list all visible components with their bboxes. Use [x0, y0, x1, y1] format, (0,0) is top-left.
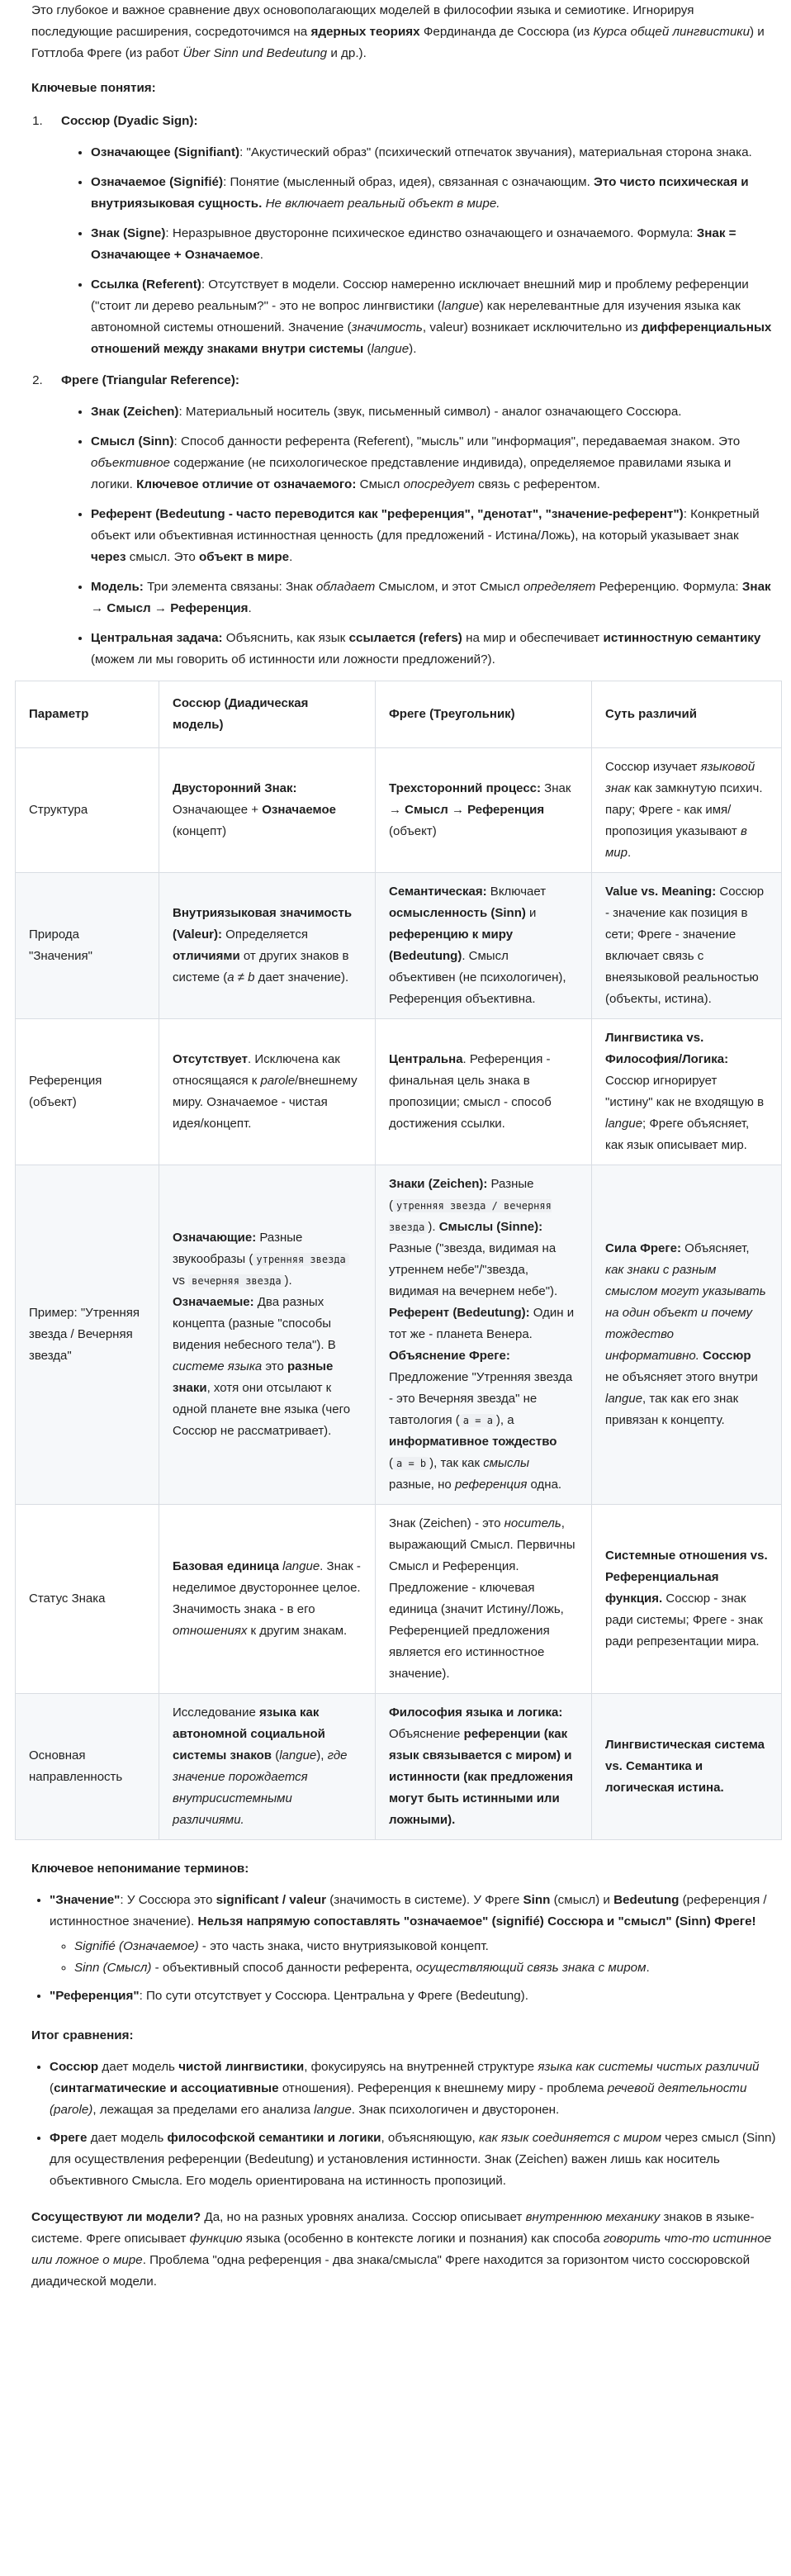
row-label: Структура: [29, 803, 88, 817]
text-bold: отличиями: [173, 949, 240, 963]
text-italic: parole: [260, 1074, 296, 1088]
text-italic: системе языка: [173, 1359, 263, 1373]
text: . Исключена как относящаяся к: [173, 1052, 340, 1088]
inline-code: a = a: [460, 1414, 496, 1427]
misunderstanding-heading: Ключевое непонимание терминов:: [31, 1862, 249, 1876]
text: ).: [409, 342, 417, 356]
text: это: [262, 1359, 287, 1373]
text-italic: объективное: [91, 456, 170, 470]
text-bold: Означающие:: [173, 1231, 257, 1245]
sub-list: [50, 1936, 776, 1979]
table-row: [16, 748, 782, 873]
frege-title: Фреге (Triangular Reference):: [61, 373, 239, 387]
summary-heading: Итог сравнения:: [31, 2028, 134, 2042]
list-item: [50, 2057, 776, 2121]
text: : "Акустический образ" (психический отпечаток звучания), материальная сторона знака.: [239, 145, 752, 159]
text-bold: Сосуществуют ли модели?: [31, 2210, 201, 2224]
list-item: [91, 142, 776, 164]
text: . Знак - неделимое двустороннее целое. Значимость знака - в его: [173, 1559, 361, 1616]
table-cell: [16, 748, 159, 873]
text: (значимость в системе). У Фреге: [326, 1893, 523, 1907]
text: не объясняет этого внутри: [605, 1370, 758, 1384]
text: дает значение).: [254, 970, 349, 984]
text: , выражающий Смысл. Первичны Смысл и Референция. Предложение - ключевая единица (значит Истину/Ложь, Референцией предложения является его истинностное значение).: [389, 1516, 575, 1681]
text: ) и Готтлоба Фреге (из работ: [31, 25, 765, 60]
table-cell: [376, 873, 592, 1019]
text-bold: "Значение": [50, 1893, 121, 1907]
text-bold: языка как автономной социальной системы знаков: [173, 1705, 325, 1762]
text-italic: опосредует: [403, 477, 475, 491]
text: от других знаков в системе (: [173, 949, 349, 984]
frege-section: [46, 370, 776, 671]
list-item: [91, 576, 776, 619]
text-italic: значимость: [351, 320, 423, 334]
text: : Неразрывное двусторонне психическое единство означающего и означаемого. Формула:: [165, 226, 697, 240]
row-label: Референция (объект): [29, 1074, 102, 1109]
text: Смыслом, и этот Смысл: [375, 580, 523, 594]
text-italic: langue: [605, 1392, 643, 1406]
table-cell: [592, 1165, 782, 1505]
text-bold: Семантическая:: [389, 885, 487, 899]
text-italic: носитель: [504, 1516, 561, 1530]
text: : Способ данности референта (Referent), "мысль" или "информация", передаваемая знаком. Это: [173, 434, 741, 448]
text: : По сути отсутствует у Соссюра. Центральна у Фреге (Bedeutung).: [139, 1989, 528, 2003]
text: Соссюр - значение как позиция в сети; Фреге - значение включает связь с внеязыковой реальностью (объекты, истина).: [605, 885, 765, 1006]
table-row: [16, 1019, 782, 1165]
text-italic: определяет: [523, 580, 596, 594]
text: - это часть знака, чисто внутриязыковой концепт.: [198, 1939, 489, 1953]
text-bold: Двусторонний Знак:: [173, 781, 297, 795]
text-italic: функцию: [189, 2232, 243, 2246]
text: .: [259, 248, 263, 262]
text-bold: Смыслы (Sinne):: [438, 1220, 543, 1234]
text-italic: как язык соединяется с миром: [478, 2131, 662, 2145]
text-italic: Signifié (Означаемое): [74, 1939, 199, 1953]
summary-list: [31, 2057, 776, 2192]
text: Два разных концепта (разные "способы видения небесного тела"). В: [173, 1295, 336, 1352]
column-header: Фреге (Треугольник): [376, 681, 592, 748]
text-bold: Означаемое: [262, 803, 336, 817]
text: знаков в языке-системе. Фреге описывает: [31, 2210, 755, 2246]
text-italic: смыслы: [483, 1456, 530, 1470]
text-bold: Внутриязыковая значимость (Valeur):: [173, 906, 353, 942]
text: (референция / истинностное значение).: [50, 1893, 767, 1928]
term: Референт (Bedeutung - часто переводится как "референция", "денотат", "значение-референт"): [91, 507, 684, 521]
list-item: [50, 1985, 776, 2007]
text: , хотя они отсылают к одной планете вне языка (чего Соссюр не рассматривает).: [173, 1381, 351, 1438]
text-italic: где значение порождается внутрисистемными различиями.: [173, 1748, 348, 1827]
text-bold: Сила Фреге:: [605, 1241, 681, 1255]
key-concepts-heading: Ключевые понятия:: [31, 81, 156, 95]
table-cell: [159, 748, 376, 873]
table-cell: [159, 1505, 376, 1694]
text: одна.: [527, 1478, 562, 1492]
text: ),: [316, 1748, 328, 1762]
text: , так как его знак привязан к концепту.: [605, 1392, 739, 1427]
final-paragraph: [31, 2207, 776, 2293]
text-italic: langue: [282, 1559, 320, 1573]
text: Исследование: [173, 1705, 259, 1720]
column-header: Параметр: [16, 681, 159, 748]
text: Соссюр изучает: [605, 760, 701, 774]
text-italic: langue: [371, 342, 410, 356]
inline-code: утренняя звезда / вечерняя звезда: [389, 1200, 552, 1233]
text-bold: Знак = Означающее + Означаемое: [91, 226, 737, 262]
text: (: [363, 342, 372, 356]
row-label: Пример: "Утренняя звезда / Вечерняя звезда": [29, 1306, 140, 1363]
text: Разные (: [389, 1177, 534, 1212]
table-cell: [159, 1165, 376, 1505]
text-italic: отношениях: [173, 1624, 248, 1638]
text-bold: Знак → Смысл → Референция: [91, 580, 771, 615]
text: Соссюр игнорирует "истину" как не входящую в: [605, 1074, 765, 1109]
text-bold: Value vs. Meaning:: [605, 885, 717, 899]
text-italic: langue: [441, 299, 480, 313]
text-bold: significant / valeur: [216, 1893, 327, 1907]
text: - объективный способ данности референта,: [151, 1961, 416, 1975]
list-item: [91, 431, 776, 496]
inline-code: вечерняя звезда: [188, 1274, 284, 1288]
table-row: [16, 873, 782, 1019]
term: Ссылка (Referent): [91, 278, 201, 292]
text-italic: языковой знак: [605, 760, 755, 795]
text: ; Фреге объясняет, как язык описывает мир.: [605, 1117, 750, 1152]
text: дает модель: [98, 2060, 179, 2074]
table-cell: [159, 1019, 376, 1165]
text: : Материальный носитель (звук, письменный символ) - аналог означающего Соссюра.: [178, 405, 682, 419]
table-row: [16, 1694, 782, 1840]
text-bold: Нельзя напрямую сопоставлять "означаемое" (signifié) Соссюра и "смысл" (Sinn) Фреге!: [197, 1914, 756, 1928]
text-bold: Системные отношения vs. Референциальная функция.: [605, 1549, 768, 1606]
text: как замкнутую психич. пару; Фреге - как имя/пропозиция указывают: [605, 781, 763, 838]
text: /внешнему миру. Означаемое - чистая идея/концепт.: [173, 1074, 358, 1131]
text: Три элемента связаны: Знак: [143, 580, 316, 594]
text: Фердинанда де Соссюра (из: [419, 25, 594, 39]
list-item: [91, 172, 776, 215]
text: , лежащая за пределами его анализа: [92, 2103, 315, 2117]
text: связь с референтом.: [474, 477, 600, 491]
text: дает модель: [87, 2131, 168, 2145]
text-bold: объект в мире: [198, 550, 290, 564]
saussure-title: Соссюр (Dyadic Sign):: [61, 114, 198, 128]
text: . Проблема "одна референция - два знака/смысла" Фреге находится за горизонтом чисто соссюровской диадической модели.: [31, 2253, 751, 2289]
table-cell: [592, 1505, 782, 1694]
row-label: Основная направленность: [29, 1748, 123, 1784]
text: (смысл) и: [550, 1893, 614, 1907]
text: ) как нерелевантные для изучения языка как автономной системы отношений. Значение (: [91, 299, 741, 334]
text: Определяется: [222, 927, 308, 942]
list-item: [91, 401, 776, 423]
text-bold: Это чисто психическая и внутриязыковая сущность.: [91, 175, 749, 211]
text-bold: Центральна: [389, 1052, 463, 1066]
concepts-list: [31, 111, 776, 671]
text: ).: [284, 1274, 292, 1288]
term: Знак (Zeichen): [91, 405, 179, 419]
table-cell: [16, 1165, 159, 1505]
row-label: Природа "Значения": [29, 927, 92, 963]
text: ).: [428, 1220, 439, 1234]
table-cell: [376, 1165, 592, 1505]
text: Знак (Zeichen) - это: [389, 1516, 504, 1530]
table-row: [16, 1505, 782, 1694]
text-italic: a ≠ b: [227, 970, 255, 984]
table-cell: [376, 1505, 592, 1694]
text-bold: Объяснение Фреге:: [389, 1349, 510, 1363]
text: Включает: [486, 885, 547, 899]
text-italic: языка как системы чистых различий: [538, 2060, 760, 2074]
text: к другим знакам.: [247, 1624, 348, 1638]
text-italic: langue: [314, 2103, 352, 2117]
table-cell: [16, 1019, 159, 1165]
text-italic: langue: [279, 1748, 317, 1762]
list-item: [91, 274, 776, 360]
text: Объяснить, как язык: [222, 631, 349, 645]
text: : Конкретный объект или объективная истинностная ценность (для предложений - Истина/Ложь), на который указывает знак: [91, 507, 760, 543]
text-bold: Референция: [467, 803, 545, 817]
text-bold: Философия языка и логика:: [389, 1705, 563, 1720]
saussure-terms: [61, 142, 776, 360]
text: Разные звукообразы (: [173, 1231, 303, 1266]
text: ), а: [495, 1413, 514, 1427]
table-header-row: [16, 681, 782, 748]
text: Разные ("звезда, видимая на утреннем небе"/"звезда, видимая на вечернем небе").: [389, 1241, 558, 1298]
text: , valeur) возникает исключительно из: [422, 320, 642, 334]
table-cell: [376, 1694, 592, 1840]
text-italic: в мир: [605, 824, 747, 860]
text: . Смысл объективен (не психологичен), Референция объективна.: [389, 949, 566, 1006]
text-bold: Знаки (Zeichen):: [389, 1177, 488, 1191]
text-italic: обладает: [315, 580, 376, 594]
list-item: [74, 1936, 776, 1957]
text: . Знак психологичен и двусторонен.: [351, 2103, 560, 2117]
list-item: [50, 1890, 776, 1979]
list-item: [50, 2128, 776, 2192]
text-italic: говорить что-то истинное или ложное о мире: [31, 2232, 772, 2267]
text: Референцию. Формула:: [595, 580, 742, 594]
text-bold: осмысленность (Sinn): [389, 906, 526, 920]
column-header: Суть различий: [592, 681, 782, 748]
table-cell: [376, 1019, 592, 1165]
text-bold: Трехсторонний процесс:: [389, 781, 542, 795]
text-bold: философской семантики и логики: [167, 2131, 381, 2145]
text: : Понятие (мысленный образ, идея), связанная с означающим.: [223, 175, 594, 189]
term: Означаемое (Signifié): [91, 175, 224, 189]
table-cell: [592, 748, 782, 873]
text-italic: Не включает реальный объект в мире.: [265, 197, 500, 211]
list-item: [91, 628, 776, 671]
text-bold: синтагматические и ассоциативные: [54, 2081, 279, 2095]
text-bold: референции (как язык связывается с миром) и истинности (как предложения могут быть истинными или ложными).: [389, 1727, 574, 1827]
table-cell: [159, 873, 376, 1019]
text: Предложение "Утренняя звезда - это Вечерняя звезда" не тавтология (: [389, 1370, 573, 1427]
text: отношения). Референция к внешнему миру - проблема: [278, 2081, 608, 2095]
text-bold: Соссюр: [50, 2060, 99, 2074]
text-italic: как знаки с разным смыслом могут указывать на один объект и почему тождество информативно.: [605, 1263, 766, 1363]
text: .: [646, 1961, 650, 1975]
text-italic: Über Sinn und Bedeutung: [182, 46, 328, 60]
table-cell: [592, 1019, 782, 1165]
text: .: [627, 846, 632, 860]
table-cell: [592, 873, 782, 1019]
text-bold: истинностную семантику: [603, 631, 761, 645]
text-italic: langue: [605, 1117, 643, 1131]
text-bold: Ключевое отличие от означаемого:: [136, 477, 357, 491]
text: .: [248, 601, 252, 615]
text: (: [272, 1748, 280, 1762]
text-bold: Отсутствует: [173, 1052, 249, 1066]
text: разные, но: [389, 1478, 455, 1492]
inline-code: a = b: [393, 1457, 429, 1470]
term: Знак (Signe): [91, 226, 166, 240]
text: и др.).: [327, 46, 367, 60]
text-bold: информативное тождество: [389, 1435, 557, 1449]
text: (можем ли мы говорить об истинности или ложности предложений?).: [91, 652, 495, 667]
text: : Отсутствует в модели. Соссюр намеренно исключает внешний мир и проблему референции ("стоит ли дерево реальным?" - это не вопрос лингвистики (: [91, 278, 749, 313]
term: Смысл (Sinn): [91, 434, 174, 448]
text: vs: [173, 1274, 189, 1288]
text-italic: речевой деятельности (parole): [50, 2081, 747, 2117]
text: (объект): [389, 824, 437, 838]
text: языка (особенно в контексте логики и познания) как способа: [242, 2232, 604, 2246]
text-bold: "Референция": [50, 1989, 140, 2003]
text-bold: Базовая единица: [173, 1559, 279, 1573]
table-cell: [376, 748, 592, 873]
table-cell: [16, 1694, 159, 1840]
table-row: [16, 1165, 782, 1505]
text-bold: Референт (Bedeutung):: [389, 1306, 530, 1320]
text-italic: осуществляющий связь знака с миром: [415, 1961, 647, 1975]
text-bold: Лингвистика vs. Философия/Логика:: [605, 1031, 729, 1066]
table-cell: [592, 1694, 782, 1840]
text: Объяснение: [389, 1727, 464, 1741]
term: Означающее (Signifiant): [91, 145, 240, 159]
frege-terms: [61, 401, 776, 671]
text: Один и тот же - планета Венера.: [389, 1306, 575, 1341]
column-header: Соссюр (Диадическая модель): [159, 681, 376, 748]
text-bold: ядерных теориях: [310, 25, 420, 39]
term: Модель:: [91, 580, 144, 594]
misunderstanding-list: [31, 1890, 776, 2007]
text-bold: дифференциальных отношений между знаками внутри системы: [91, 320, 772, 356]
text-bold: Sinn: [523, 1893, 551, 1907]
text: .: [289, 550, 293, 564]
text-bold: Соссюр: [703, 1349, 751, 1363]
text: Да, но на разных уровнях анализа. Соссюр описывает: [201, 2210, 526, 2224]
text: Это глубокое и важное сравнение двух основополагающих моделей в философии языка и семиотике. Игнорируя последующие расширения, сосредоточимся на: [31, 3, 694, 39]
text-bold: через: [91, 550, 126, 564]
text: , объясняющую,: [381, 2131, 479, 2145]
text-italic: внутреннюю механику: [525, 2210, 661, 2224]
inline-code: утренняя звезда: [253, 1253, 348, 1266]
text: и: [525, 906, 537, 920]
text: . Референция - финальная цель знака в пропозиции; смысл - способ достижения ссылки.: [389, 1052, 552, 1131]
text: ), так как: [429, 1456, 484, 1470]
saussure-section: [46, 111, 776, 360]
text-bold: Означаемые:: [173, 1295, 254, 1309]
row-label: Статус Знака: [29, 1592, 106, 1606]
text-italic: Sinn (Смысл): [74, 1961, 152, 1975]
text: Смысл: [356, 477, 404, 491]
table-cell: [16, 1505, 159, 1694]
text-bold: Лингвистическая система vs. Семантика и логическая истина.: [605, 1738, 765, 1795]
text: Объясняет,: [681, 1241, 750, 1255]
list-item: [74, 1957, 776, 1979]
intro-paragraph: [31, 0, 776, 64]
text: содержание (не психологическое представление индивида), определяемое правилами языка и логики.: [91, 456, 732, 491]
text: , фокусируясь на внутренней структуре: [304, 2060, 538, 2074]
text-italic: Курса общей лингвистики: [593, 25, 751, 39]
text: через смысл (Sinn) для осуществления референции (Bedeutung) и установления истинности. Знак (Zeichen) важен лишь как носитель объективного Смысла. Его модель ориентирована на истинность пропозиций.: [50, 2131, 776, 2188]
comparison-table: [15, 681, 782, 1840]
table-cell: [16, 873, 159, 1019]
text-bold: ссылается (refers): [348, 631, 462, 645]
text: : У Соссюра это: [120, 1893, 216, 1907]
text: Знак: [541, 781, 571, 795]
text: Соссюр - знак ради системы; Фреге - знак ради репрезентации мира.: [605, 1592, 763, 1649]
text-bold: разные знаки: [173, 1359, 334, 1395]
text-bold: чистой лингвистики: [178, 2060, 305, 2074]
text-bold: референцию к миру (Bedeutung): [389, 927, 514, 963]
text-italic: референция: [454, 1478, 528, 1492]
text: (: [50, 2081, 54, 2095]
list-item: [91, 223, 776, 266]
term: Центральная задача:: [91, 631, 223, 645]
text-bold: Фреге: [50, 2131, 88, 2145]
list-item: [91, 504, 776, 568]
text-bold: Bedeutung: [613, 1893, 680, 1907]
table-cell: [159, 1694, 376, 1840]
text: (: [389, 1456, 393, 1470]
text: Означающее +: [173, 803, 263, 817]
text-bold: → Смысл →: [389, 803, 464, 817]
text: на мир и обеспечивает: [462, 631, 604, 645]
text: (концепт): [173, 824, 227, 838]
text: смысл. Это: [126, 550, 199, 564]
